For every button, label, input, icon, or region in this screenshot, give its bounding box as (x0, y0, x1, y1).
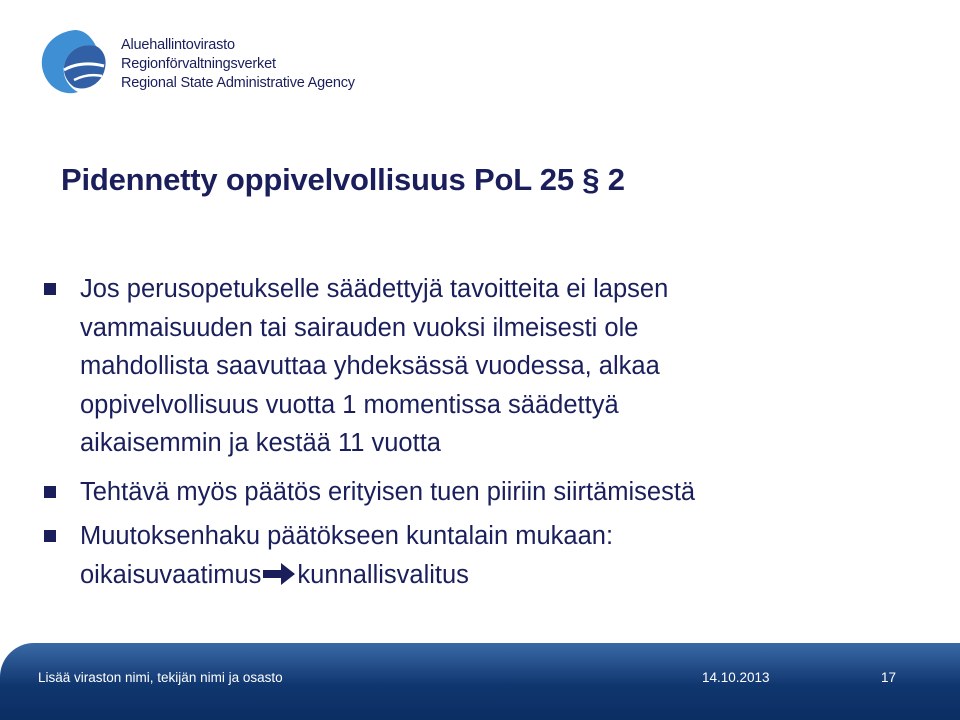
right-arrow-icon (261, 561, 297, 587)
bullet-line-with-arrow (80, 556, 904, 595)
bullet-line: Jos perusopetukselle säädettyjä tavoitteita ei lapsen (80, 275, 669, 303)
avi-logo-icon (30, 22, 120, 107)
slide-body (44, 270, 904, 594)
slide-title: Pidennetty oppivelvollisuus PoL 25 § 2 (61, 162, 625, 197)
square-bullet-icon (44, 283, 56, 295)
footer-page-number: 17 (881, 670, 897, 685)
bullet-item (44, 473, 904, 512)
footer-date: 14.10.2013 (702, 670, 770, 685)
agency-logo (30, 22, 370, 107)
bullet-line: aikaisemmin ja kestää 11 vuotta (80, 429, 441, 457)
agency-names (121, 36, 355, 93)
appeal-step-2: kunnallisvalitus (297, 560, 469, 589)
square-bullet-icon (44, 530, 56, 542)
agency-name-sv: Regionförvaltningsverket (121, 56, 276, 72)
agency-name-fi: Aluehallintovirasto (121, 37, 235, 53)
footer-bar (0, 643, 960, 720)
bullet-line: Muutoksenhaku päätökseen kuntalain mukaan: (80, 522, 614, 550)
footer-left-text: Lisää viraston nimi, tekijän nimi ja osasto (38, 670, 283, 685)
bullet-item (44, 517, 904, 594)
bullet-line: Tehtävä myös päätös erityisen tuen piiriin siirtämisestä (80, 477, 696, 506)
bullet-line: vammaisuuden tai sairauden vuoksi ilmeisesti ole (80, 313, 639, 342)
bullet-line: mahdollista saavuttaa yhdeksässä vuodessa, alkaa (80, 352, 660, 380)
square-bullet-icon (44, 486, 56, 498)
agency-name-en: Regional State Administrative Agency (121, 75, 355, 91)
appeal-step-1: oikaisuvaatimus (80, 560, 262, 589)
bullet-item (44, 270, 904, 463)
bullet-line: oppivelvollisuus vuotta 1 momentissa säädettyä (80, 390, 619, 419)
